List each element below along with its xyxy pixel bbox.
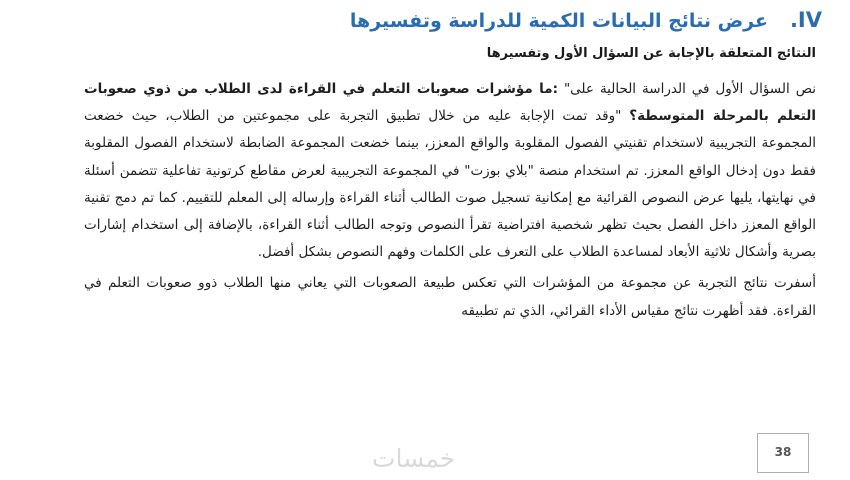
paragraph-1-intro: نص السؤال الأول في الدراسة الحالية على"	[557, 81, 816, 97]
subheading: النتائج المتعلقة بالإجابة عن السؤال الأول وتفسيرها	[486, 46, 816, 61]
body-text	[84, 76, 816, 325]
paragraph-1	[84, 76, 816, 266]
watermark: خمسات	[372, 444, 456, 473]
page-number: 38	[757, 433, 809, 473]
section-heading	[302, 6, 822, 35]
section-title: عرض نتائج البيانات الكمية للدراسة وتفسيرها	[349, 10, 768, 32]
paragraph-1-rest: "وقد تمت الإجابة عليه من خلال تطبيق التجربة على مجموعتين من الطلاب، حيث خضعت المجموعة التجريبية لاستخدام تقنيتي الفصول المقلوبة والواقع المعزز، بينما خضعت المجموعة الضابطة لاستخدام الفصول المقلوبة فقط دون إدخال الواقع المعزز. تم استخدام منصة "بلاي بوزت" في المجموعة التجريبية لعرض مقاطع كرتونية تفاعلية تتضمن أسئلة في نهايتها، يليها عرض النصوص القرائية مع إمكانية تسجيل صوت الطالب أثناء القراءة وإرساله إلى المعلم للتقييم. كما تم دمج تقنية الواقع المعزز داخل الفصل بحيث تظهر شخصية افتراضية تقرأ النصوص وتوجه الطالب أثناء القراءة، بالإضافة إلى استخدام إشارات بصرية وأشكال ثلاثية الأبعاد لمساعدة الطلاب على التعرف على الكلمات وفهم النصوص بشكل أفضل.	[84, 108, 816, 261]
paragraph-2: أسفرت نتائج التجربة عن مجموعة من المؤشرات التي تعكس طبيعة الصعوبات التي يعاني منها الطلاب ذوو صعوبات التعلم في القراءة. فقد أظهرت نتائج مقياس الأداء القرائي، الذي تم تطبيقه	[84, 275, 816, 319]
section-number: IV.	[789, 8, 822, 32]
research-question: :ما مؤشرات صعوبات التعلم في القراءة لدى الطلاب من ذوي صعوبات التعلم بالمرحلة المتوسطة؟	[84, 81, 816, 125]
